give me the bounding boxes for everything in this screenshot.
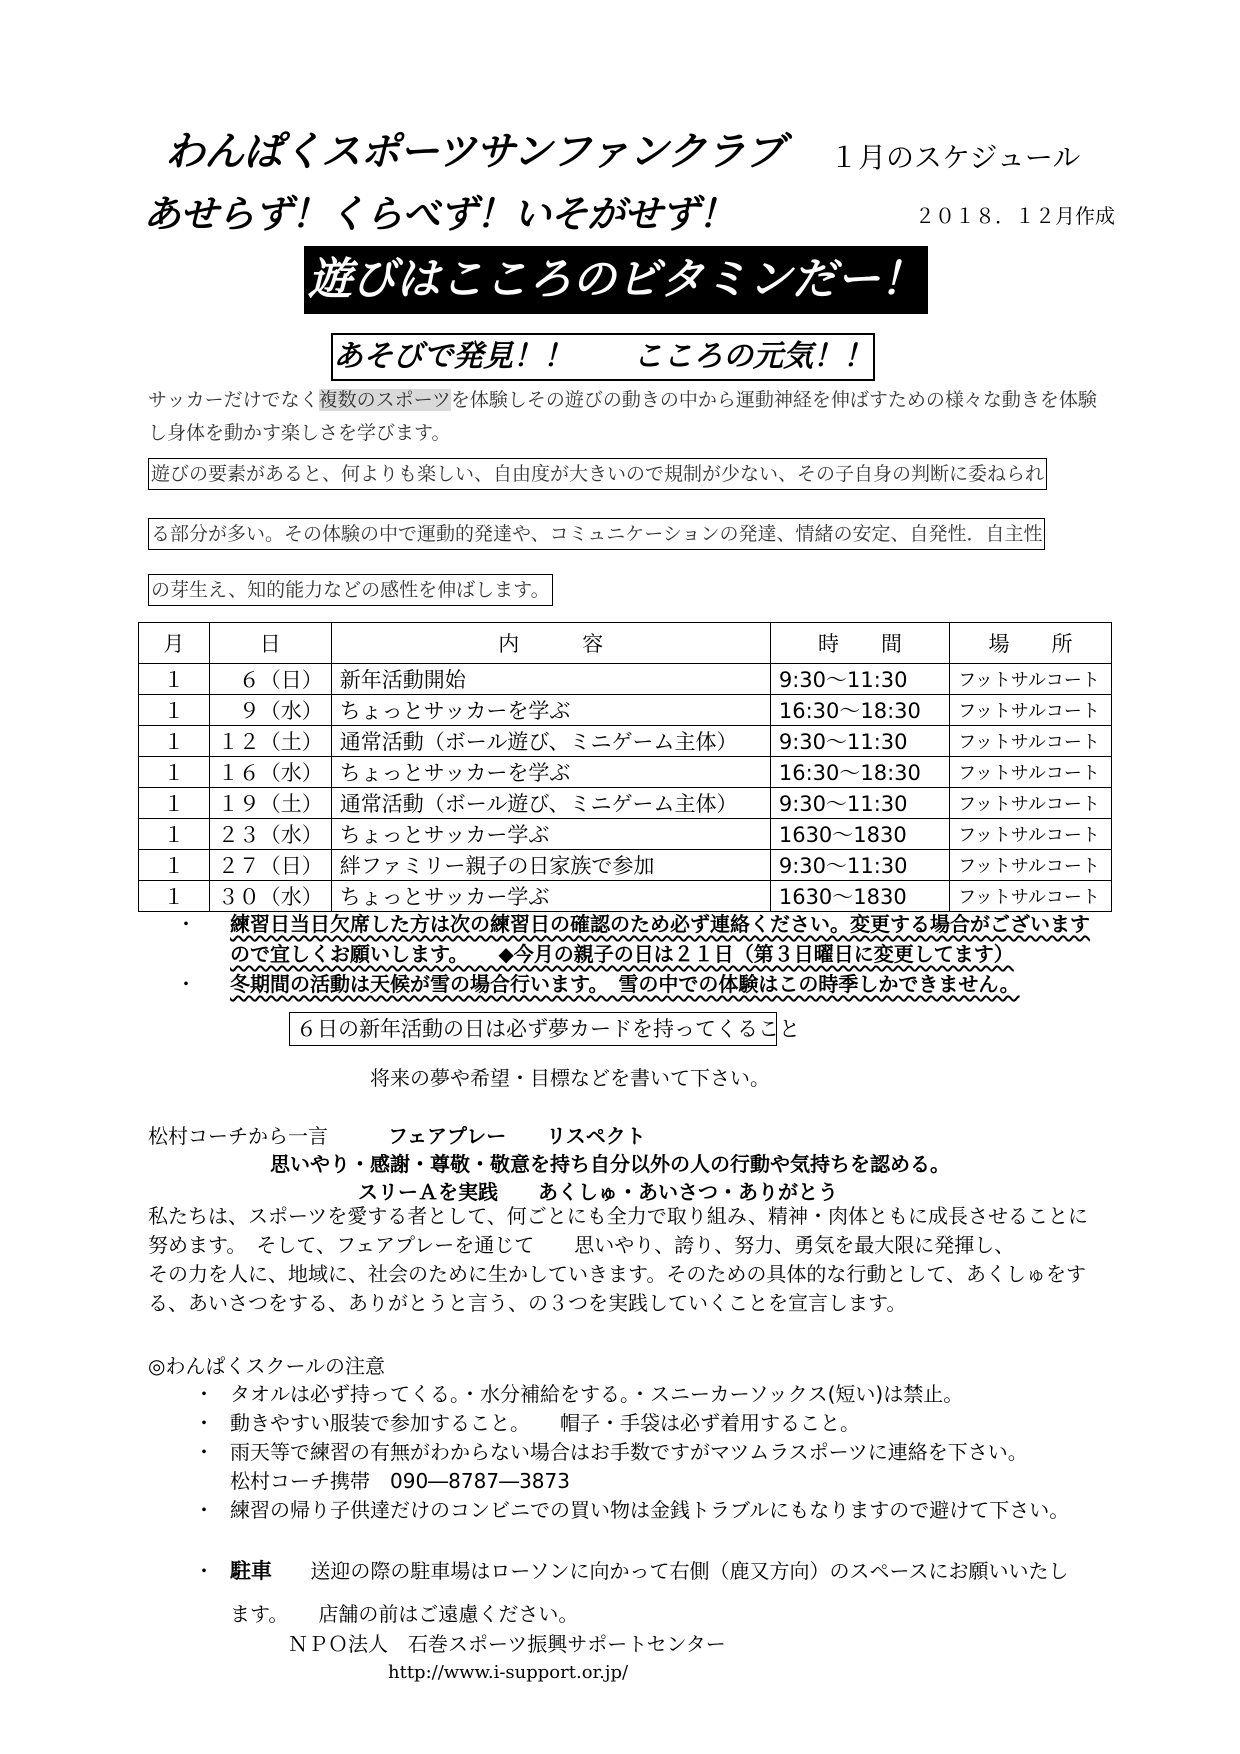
note-item — [176, 969, 1090, 999]
cell-place: フットサルコート — [950, 726, 1112, 757]
club-name: わんぱくスポーツサンファンクラブ — [165, 129, 784, 175]
list-item — [194, 1438, 1069, 1467]
list-item-text: 練習の帰り子供達だけのコンビニでの買い物は金銭トラブルにもなりますので避けて下さい。 — [230, 1498, 1070, 1522]
parking-label: 駐車 — [230, 1559, 272, 1583]
cell-day: １６（水） — [209, 757, 331, 788]
created-date: ２０１８．１２月作成 — [915, 204, 1115, 228]
cell-month: １ — [139, 850, 210, 881]
cell-place: フットサルコート — [950, 757, 1112, 788]
cell-day: ３０（水） — [209, 881, 331, 912]
coach-label: 松村コーチから一言 — [148, 1124, 328, 1148]
note-item — [176, 909, 1090, 939]
table-row — [139, 757, 1112, 788]
table-row — [139, 664, 1112, 695]
school-notes-title: ◎わんぱくスクールの注意 — [148, 1354, 386, 1378]
bullet-dot: ・ — [194, 1498, 214, 1522]
cell-day: ２７（日） — [209, 850, 331, 881]
table-row — [139, 788, 1112, 819]
cell-time: 16:30～18:30 — [770, 695, 949, 726]
bullet-dot: ・ — [194, 1559, 214, 1583]
intro-text-a: サッカーだけでなく — [148, 389, 319, 411]
org-url-link[interactable]: http://www.i-support.or.jp/ — [388, 1662, 629, 1683]
organization-name: ＮＰＯ法人 石巻スポーツ振興サポートセンター — [288, 1632, 726, 1656]
intro-box-line-3: の芽生え、知的能力などの感性を伸ばします。 — [148, 574, 553, 606]
cell-content: 新年活動開始 — [331, 664, 770, 695]
schedule-table — [138, 622, 1112, 912]
parking-section — [194, 1546, 1069, 1632]
intro-paragraph — [148, 384, 1098, 450]
list-item — [194, 1380, 1069, 1409]
bullet-dot: ・ — [176, 972, 196, 996]
table-row — [139, 726, 1112, 757]
table-row — [139, 850, 1112, 881]
fairplay-respect: フェアプレー リスペクト — [388, 1124, 646, 1148]
cell-place: フットサルコート — [950, 850, 1112, 881]
table-header-row — [139, 623, 1112, 664]
cell-time: 1630～1830 — [770, 819, 949, 850]
cell-time: 1630～1830 — [770, 881, 949, 912]
dream-card-box: ６日の新年活動の日は必ず夢カードを持ってくること — [289, 1012, 777, 1046]
title-banner: 遊びはこころのビタミンだー！ — [304, 246, 928, 314]
cell-month: １ — [139, 881, 210, 912]
list-item-text: 動きやすい服装で参加すること。 帽子・手袋は必ず着用すること。 — [230, 1411, 860, 1435]
cell-content: ちょっとサッカー学ぶ — [331, 881, 770, 912]
cell-time: 16:30～18:30 — [770, 757, 949, 788]
header-place: 場 所 — [950, 623, 1112, 664]
declaration-line: その力を人に、地域に、社会のために生かしていきます。そのための具体的な行動として、あくしゅをす — [148, 1262, 1086, 1286]
parking-line — [194, 1546, 1069, 1596]
cell-content: 通常活動（ボール遊び、ミニゲーム主体） — [331, 788, 770, 819]
cell-content: ちょっとサッカー学ぶ — [331, 819, 770, 850]
list-item — [194, 1496, 1070, 1525]
bullet-dot: ・ — [194, 1411, 214, 1435]
table-row — [139, 881, 1112, 912]
bullet-dot: ・ — [176, 912, 196, 936]
bullet-dot: ・ — [194, 1382, 214, 1406]
declaration-line: 私たちは、スポーツを愛する者として、何ごとにも全力で取り組み、精神・肉体ともに成長させることに — [148, 1204, 1088, 1228]
school-notes-list — [194, 1380, 1070, 1525]
header-content: 内 容 — [331, 623, 770, 664]
header-month: 月 — [139, 623, 210, 664]
cell-content: ちょっとサッカーを学ぶ — [331, 695, 770, 726]
cell-day: ６（日） — [209, 664, 331, 695]
note-item-cont — [198, 939, 1090, 969]
cell-place: フットサルコート — [950, 881, 1112, 912]
intro-box-line-1: 遊びの要素があると、何よりも楽しい、自由度が大きいので規制が少ない、その子自身の判断に委ねられ — [148, 458, 1047, 490]
intro-highlight: 複数のスポーツ — [318, 389, 451, 411]
coach-line-2: スリーＡを実践 あくしゅ・あいさつ・ありがとう — [358, 1180, 838, 1204]
cell-day: ９（水） — [209, 695, 331, 726]
coach-line-1: 思いやり・感謝・尊敬・敬意を持ち自分以外の人の行動や気持ちを認める。 — [270, 1152, 950, 1176]
declaration-line: る、あいさつをする、ありがとうと言う、の３つを実践していくことを宣言します。 — [148, 1291, 907, 1315]
cell-time: 9:30～11:30 — [770, 726, 949, 757]
list-item-text: 雨天等で練習の有無がわからない場合はお手数ですがマツムラスポーツに連絡を下さい。 — [230, 1440, 1028, 1464]
cell-day: ２３（水） — [209, 819, 331, 850]
cell-month: １ — [139, 819, 210, 850]
cell-time: 9:30～11:30 — [770, 788, 949, 819]
cell-content: ちょっとサッカーを学ぶ — [331, 757, 770, 788]
cell-time: 9:30～11:30 — [770, 664, 949, 695]
coach-phone: 松村コーチ携帯 090―8787―3873 — [230, 1469, 570, 1493]
note-text: ので宜しくお願いします。 ◆今月の親子の日は２１日（第３日曜日に変更してます） — [230, 942, 1014, 966]
list-item-cont — [198, 1467, 1069, 1496]
sub-banner: あそびで発見！！ こころの元気！！ — [331, 333, 875, 381]
cell-place: フットサルコート — [950, 664, 1112, 695]
list-item-text: タオルは必ず持ってくる。・水分補給をする。・スニーカーソックス(短い)は禁止。 — [230, 1382, 964, 1406]
bullet-dot: ・ — [194, 1440, 214, 1464]
table-row — [139, 819, 1112, 850]
cell-place: フットサルコート — [950, 819, 1112, 850]
cell-month: １ — [139, 788, 210, 819]
cell-content: 通常活動（ボール遊び、ミニゲーム主体） — [331, 726, 770, 757]
cell-month: １ — [139, 695, 210, 726]
list-item — [194, 1409, 1069, 1438]
schedule-label: １月のスケジュール — [830, 141, 1081, 174]
cell-content: 絆ファミリー親子の日家族で参加 — [331, 850, 770, 881]
cell-month: １ — [139, 757, 210, 788]
slogan: あせらず！くらべず！いそがせず！ — [143, 192, 736, 236]
cell-time: 9:30～11:30 — [770, 850, 949, 881]
notes-section — [176, 909, 1090, 999]
cell-day: １９（土） — [209, 788, 331, 819]
header-day: 日 — [209, 623, 331, 664]
cell-place: フットサルコート — [950, 788, 1112, 819]
table-row — [139, 695, 1112, 726]
cell-place: フットサルコート — [950, 695, 1112, 726]
header-time: 時 間 — [770, 623, 949, 664]
intro-text-b: を体験しその遊びの動きの中から運動神経を伸ばすための様々な動きを体験し身体を動かす楽しさを学びます。 — [148, 389, 1097, 444]
cell-day: １２（土） — [209, 726, 331, 757]
declaration-line: 努めます。 そして、フェアプレーを通じて 思いやり、誇り、努力、勇気を最大限に発揮し、 — [148, 1233, 1015, 1257]
cell-month: １ — [139, 726, 210, 757]
dream-subtext: 将来の夢や希望・目標などを書いて下さい。 — [370, 1066, 770, 1090]
parking-text: 送迎の際の駐車場はローソンに向かって右側（鹿又方向）のスペースにお願いいたし — [310, 1559, 1069, 1583]
note-text: 練習日当日欠席した方は次の練習日の確認のため必ず連絡ください。変更する場合がございます — [230, 912, 1090, 936]
intro-box-line-2: る部分が多い。その体験の中で運動的発達や、コミュニケーションの発達、情緒の安定、自発性．自主性 — [148, 518, 1045, 550]
cell-month: １ — [139, 664, 210, 695]
parking-text-cont: ます。 店舗の前はご遠慮ください。 — [230, 1602, 579, 1626]
note-text: 冬期間の活動は天候が雪の場合行います。 雪の中での体験はこの時季しかできません。 — [230, 972, 1020, 996]
declaration-paragraph — [148, 1202, 1098, 1318]
